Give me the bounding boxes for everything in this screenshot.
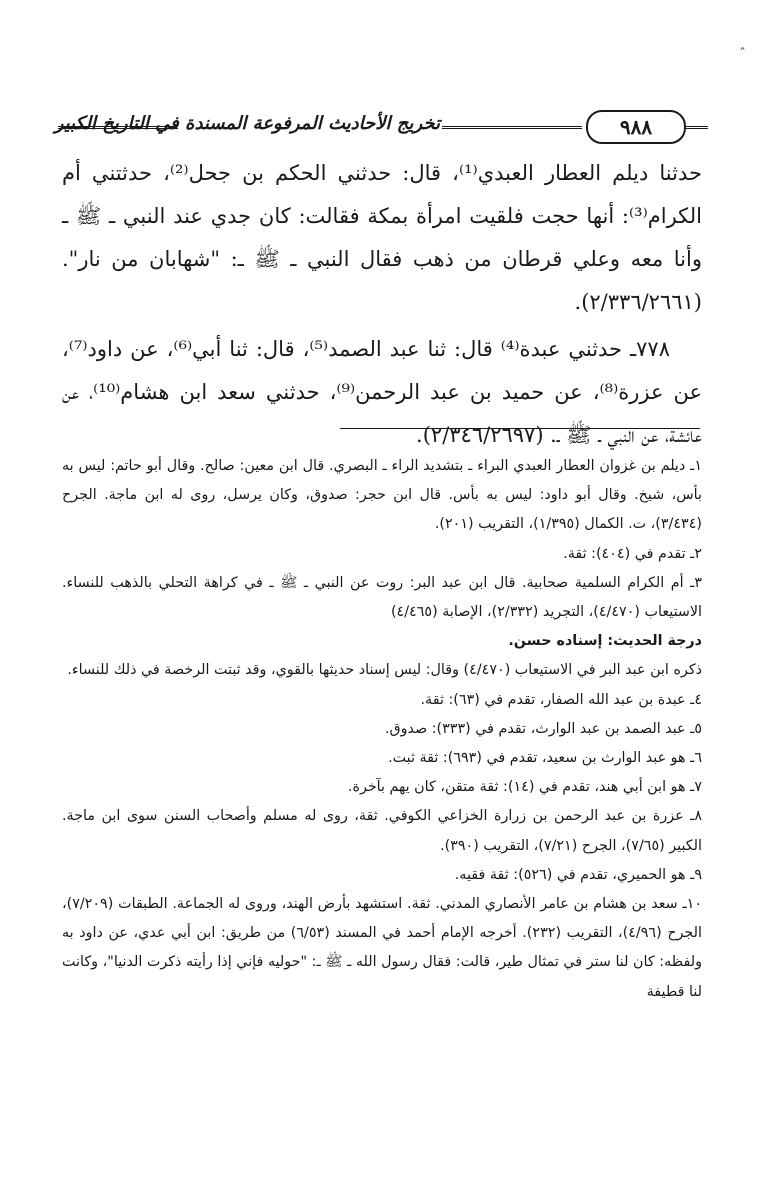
footnote: ذكره ابن عبد البر في الاستيعاب (٤/٤٧٠) وقال: ليس إسناد حديثها بالقوي، وقد ثبتت الرخصة في ذلك للنساء. <box>67 662 702 679</box>
page-number: ٩٨٨ <box>586 110 686 144</box>
footnote-separator <box>340 428 700 429</box>
footnote: ٨ـ عزرة بن عبد الرحمن بن زرارة الخزاعي الكوفي. ثقة، روى له مسلم وأصحاب السنن سوى ابن ماجة. الكبير (٧/٦٥)، الجرح (٧/٢١)، التقريب (٣٩٠). <box>62 808 702 854</box>
footnote: ٩ـ هو الحميري، تقدم في (٥٢٦): ثقة فقيه. <box>454 866 702 883</box>
footnote: ٦ـ هو عبد الوارث بن سعيد، تقدم في (٦٩٣): ثقة ثبت. <box>388 750 702 767</box>
hadith-grade: درجة الحديث: إسناده حسن. <box>508 633 702 650</box>
header-rule-right <box>686 126 708 129</box>
footnote: ٢ـ تقدم في (٤٠٤): ثقة. <box>563 545 702 562</box>
running-title: تخريج الأحاديث المرفوعة المسندة في التاريخ الكبير <box>54 113 440 134</box>
page-header <box>54 110 708 144</box>
footnote: ١٠ـ سعد بن هشام بن عامر الأنصاري المدني. ثقة. استشهد بأرض الهند، وروى له الجماعة. الطبقات (٧/٢٠٩)، الجرح (٤/٩٦)، التقريب (٢٣٢). أخرجه الإمام أحمد في المسند (٦/٥٣) من طريق: ابن أبي عدي، عن داود به ولفظه: كان لنا ستر في تمثال طير، قالت: فقال رسول الله ـ ﷺ ـ: "حوليه فإني إذا رأيته ذكرت الدنيا"، وكانت لنا قطيفة <box>62 896 702 1000</box>
hadith-paragraph: ٧٧٨ـ حدثني عبدة⁽⁴⁾ قال: ثنا عبد الصمد⁽⁵⁾، قال: ثنا أبي⁽⁶⁾، عن داود⁽⁷⁾، عن عزرة⁽⁸⁾، عن حميد بن عبد الرحمن⁽⁹⁾، حدثني سعد ابن هشام⁽¹⁰⁾، عن عائشة، عن النبي ـ ﷺ ـ. (٢/٣٤٦/٢٦٩٧). <box>62 337 702 447</box>
footnote: ٣ـ أم الكرام السلمية صحابية. قال ابن عبد البر: روت عن النبي ـ ﷺ ـ في كراهة التحلي بالذهب للنساء. الاستيعاب (٤/٤٧٠)، التجريد (٢/٣٣٢)، الإصابة (٤/٤٦٥) <box>62 574 702 621</box>
footnote: ٥ـ عبد الصمد بن عبد الوارث، تقدم في (٣٣٣): صدوق. <box>384 720 702 737</box>
footnote: ٧ـ هو ابن أبي هند، تقدم في (١٤): ثقة متقن، كان يهم بآخرة. <box>347 779 702 796</box>
footnotes <box>62 452 702 1007</box>
footnote: ٤ـ عبدة بن عبد الله الصفار، تقدم في (٦٣): ثقة. <box>420 691 702 708</box>
header-rule-middle <box>442 126 582 129</box>
hadith-paragraph: حدثنا ديلم العطار العبدي⁽¹⁾، قال: حدثني الحكم بن جحل⁽²⁾، حدثتني أم الكرام⁽³⁾: أنها حجت فلقيت امرأة بمكة فقالت: كان جدي عند النبي ـ ﷺ ـ وأنا معه وعلي قرطان من ذهب فقال النبي ـ ﷺ ـ: "شهابان من نار". (٢/٣٣٦/٢٦٦١). <box>62 161 702 314</box>
margin-mark: ˆ <box>739 47 746 63</box>
footnote: ١ـ ديلم بن غزوان العطار العبدي البراء ـ بتشديد الراء ـ البصري. قال ابن معين: صالح. وقال أبو حاتم: ليس به بأس، شيخ. وقال أبو داود: ليس به بأس. قال ابن حجر: صدوق، وكان يرسل، روى له ابن ماجة. الجرح (٣/٤٣٤)، ت. الكمال (١/٣٩٥)، التقريب (٢٠١). <box>62 458 702 533</box>
main-text <box>62 152 702 457</box>
